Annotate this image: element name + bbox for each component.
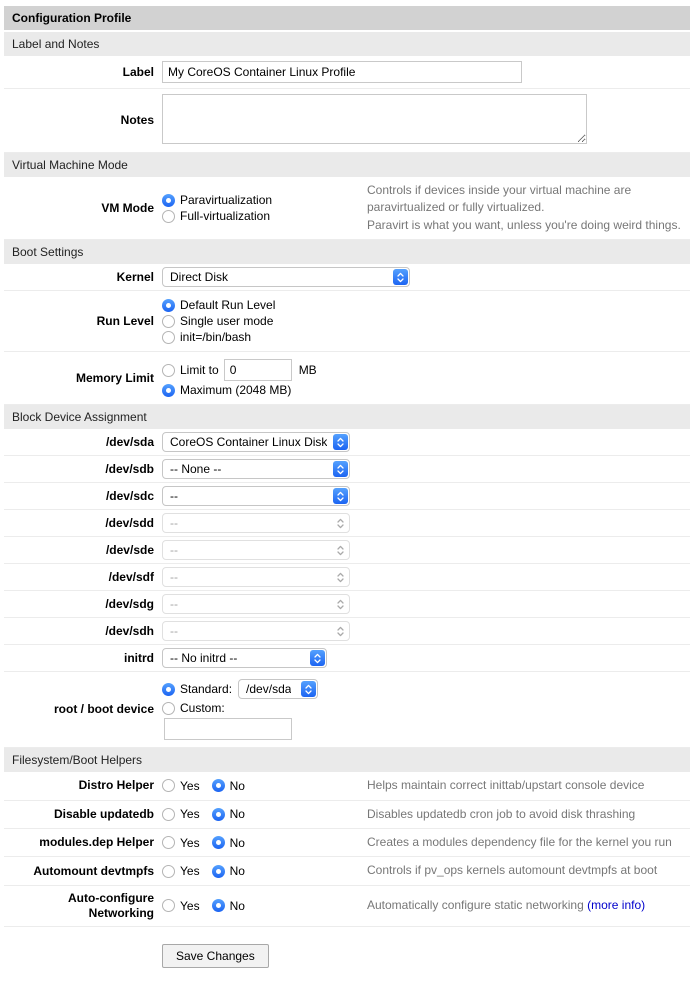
modules-dep-helper-label: modules.dep Helper [39,835,154,850]
memory-limit-to-radio[interactable] [162,364,175,377]
memory-limit-label: Memory Limit [75,370,154,385]
auto-configure-networking-yes-radio[interactable] [162,899,175,912]
dev-sdc-label: /dev/sdc [105,488,154,503]
dev-sdc-select-value: -- [170,489,178,504]
dev-sda-select[interactable] [162,432,350,452]
dev-sdg-select-value: -- [170,597,178,612]
initrd-row [4,645,690,672]
modules-dep-helper-help-text: Creates a modules dependency file for the kernel you run [367,834,672,849]
run-level-label: Run Level [96,313,154,328]
dev-sdd-select-value: -- [170,516,178,531]
dev-sde-row [4,537,690,564]
memory-maximum-label: Maximum (2048 MB) [180,383,292,398]
auto-configure-networking-help-text [367,897,690,914]
dev-sdd-select [162,513,350,533]
modules-dep-helper-no-radio[interactable] [212,836,225,849]
distro-helper-help-text: Helps maintain correct inittab/upstart console device [367,778,645,793]
yes-option-label: Yes [180,807,200,822]
dev-sdf-label: /dev/sdf [108,569,154,584]
root-custom-label: Custom: [180,701,225,716]
dev-sda-label: /dev/sda [105,434,154,449]
modules-dep-helper-row [4,829,690,857]
yes-option-label: Yes [180,778,200,793]
dev-sdb-row [4,456,690,483]
root-custom-input[interactable] [164,718,292,740]
disable-updatedb-label: Disable updatedb [53,806,154,821]
no-option-label: No [229,898,245,913]
dev-sda-row [4,429,690,456]
select-stepper-icon [301,681,316,697]
dev-sdh-select-value: -- [170,624,178,639]
single-user-mode-radio[interactable] [162,315,175,328]
distro-helper-row [4,772,690,800]
root-custom-radio[interactable] [162,702,175,715]
disable-updatedb-help-text: Disables updatedb cron job to avoid disk thrashing [367,806,636,821]
automount-devtmpfs-help-text: Controls if pv_ops kernels automount devtmpfs at boot [367,863,658,878]
section-header-block-device-assignment: Block Device Assignment [4,405,690,429]
dev-sdb-select-value: -- None -- [170,462,222,477]
disable-updatedb-row [4,801,690,829]
vm-mode-row [4,177,690,240]
dev-sdg-select [162,594,350,614]
label-input[interactable] [162,61,522,83]
dev-sdf-row [4,564,690,591]
dev-sdh-select [162,621,350,641]
disable-updatedb-no-radio[interactable] [212,808,225,821]
section-header-filesystem-boot-helpers: Filesystem/Boot Helpers [4,748,690,772]
memory-limit-input[interactable] [224,359,292,381]
dev-sdc-row [4,483,690,510]
more-info-link[interactable]: (more info) [587,898,646,913]
dev-sdh-label: /dev/sdh [105,623,154,638]
run-level-row [4,291,690,352]
root-boot-device-row [4,672,690,748]
init-bin-bash-option-label: init=/bin/bash [180,330,252,345]
memory-limit-to-label: Limit to [180,363,219,378]
initrd-select-value: -- No initrd -- [170,651,238,666]
automount-devtmpfs-yes-radio[interactable] [162,865,175,878]
label-field-label: Label [122,64,154,79]
dev-sdd-row [4,510,690,537]
select-stepper-icon [333,488,348,504]
dev-sde-select [162,540,350,560]
vm-mode-help-line-1: Controls if devices inside your virtual machine are paravirtualized or fully virtualized. [367,183,632,215]
select-stepper-icon [333,542,348,558]
dev-sdb-select[interactable] [162,459,350,479]
select-stepper-icon [333,434,348,450]
root-standard-select[interactable] [238,679,318,699]
memory-limit-unit-label: MB [298,363,317,378]
section-header-boot-settings: Boot Settings [4,240,690,264]
no-option-label: No [229,807,245,822]
section-header-label-and-notes: Label and Notes [4,32,690,56]
root-standard-select-value: /dev/sda [246,682,292,697]
no-option-label: No [229,778,245,793]
kernel-select[interactable] [162,267,410,287]
dev-sdf-select [162,567,350,587]
disable-updatedb-yes-radio[interactable] [162,808,175,821]
save-changes-button[interactable]: Save Changes [162,944,269,968]
save-row [4,927,690,982]
kernel-row [4,264,690,291]
distro-helper-label: Distro Helper [78,778,154,793]
label-row [4,56,690,89]
yes-option-label: Yes [180,864,200,879]
page-title: Configuration Profile [4,6,690,30]
yes-option-label: Yes [180,898,200,913]
root-boot-device-label: root / boot device [53,702,154,717]
paravirtualization-radio[interactable] [162,194,175,207]
notes-row [4,89,690,153]
vm-mode-label: VM Mode [101,200,154,215]
notes-field-label: Notes [120,113,154,127]
select-stepper-icon [393,269,408,285]
dev-sdg-label: /dev/sdg [105,596,154,611]
automount-devtmpfs-label: Automount devtmpfs [33,863,154,878]
initrd-select[interactable] [162,648,327,668]
initrd-label: initrd [124,650,154,665]
select-stepper-icon [333,623,348,639]
root-standard-label: Standard: [180,682,233,697]
dev-sdh-row [4,618,690,645]
paravirtualization-option-label: Paravirtualization [180,193,273,208]
dev-sde-select-value: -- [170,543,178,558]
no-option-label: No [229,835,245,850]
kernel-label: Kernel [116,269,154,284]
full-virtualization-option-label: Full-virtualization [180,209,271,224]
dev-sdf-select-value: -- [170,570,178,585]
yes-option-label: Yes [180,835,200,850]
automount-devtmpfs-no-radio[interactable] [212,865,225,878]
no-option-label: No [229,864,245,879]
memory-limit-row [4,352,690,405]
notes-textarea[interactable] [162,94,587,144]
vm-mode-help-line-2: Paravirt is what you want, unless you're doing weird things. [367,217,681,232]
section-header-virtual-machine-mode: Virtual Machine Mode [4,153,690,177]
auto-configure-networking-row [4,886,690,927]
auto-configure-networking-label: Auto-configure Networking [68,890,154,920]
dev-sdb-label: /dev/sdb [105,461,154,476]
select-stepper-icon [333,461,348,477]
root-standard-radio[interactable] [162,683,175,696]
auto-configure-networking-no-radio[interactable] [212,899,225,912]
select-stepper-icon [333,569,348,585]
dev-sdg-row [4,591,690,618]
auto-configure-networking-help: Automatically configure static networking [367,898,584,913]
select-stepper-icon [310,650,325,666]
init-bin-bash-radio[interactable] [162,331,175,344]
select-stepper-icon [333,596,348,612]
dev-sde-label: /dev/sde [105,542,154,557]
default-run-level-option-label: Default Run Level [180,298,276,313]
dev-sdc-select[interactable] [162,486,350,506]
default-run-level-radio[interactable] [162,299,175,312]
kernel-select-value: Direct Disk [170,270,229,285]
dev-sda-select-value: CoreOS Container Linux Disk [170,435,328,450]
dev-sdd-label: /dev/sdd [105,515,154,530]
select-stepper-icon [333,515,348,531]
memory-maximum-radio[interactable] [162,384,175,397]
distro-helper-no-radio[interactable] [212,779,225,792]
modules-dep-helper-yes-radio[interactable] [162,836,175,849]
automount-devtmpfs-row [4,857,690,885]
vm-mode-help-text [367,182,690,234]
single-user-mode-option-label: Single user mode [180,314,274,329]
full-virtualization-radio[interactable] [162,210,175,223]
distro-helper-yes-radio[interactable] [162,779,175,792]
